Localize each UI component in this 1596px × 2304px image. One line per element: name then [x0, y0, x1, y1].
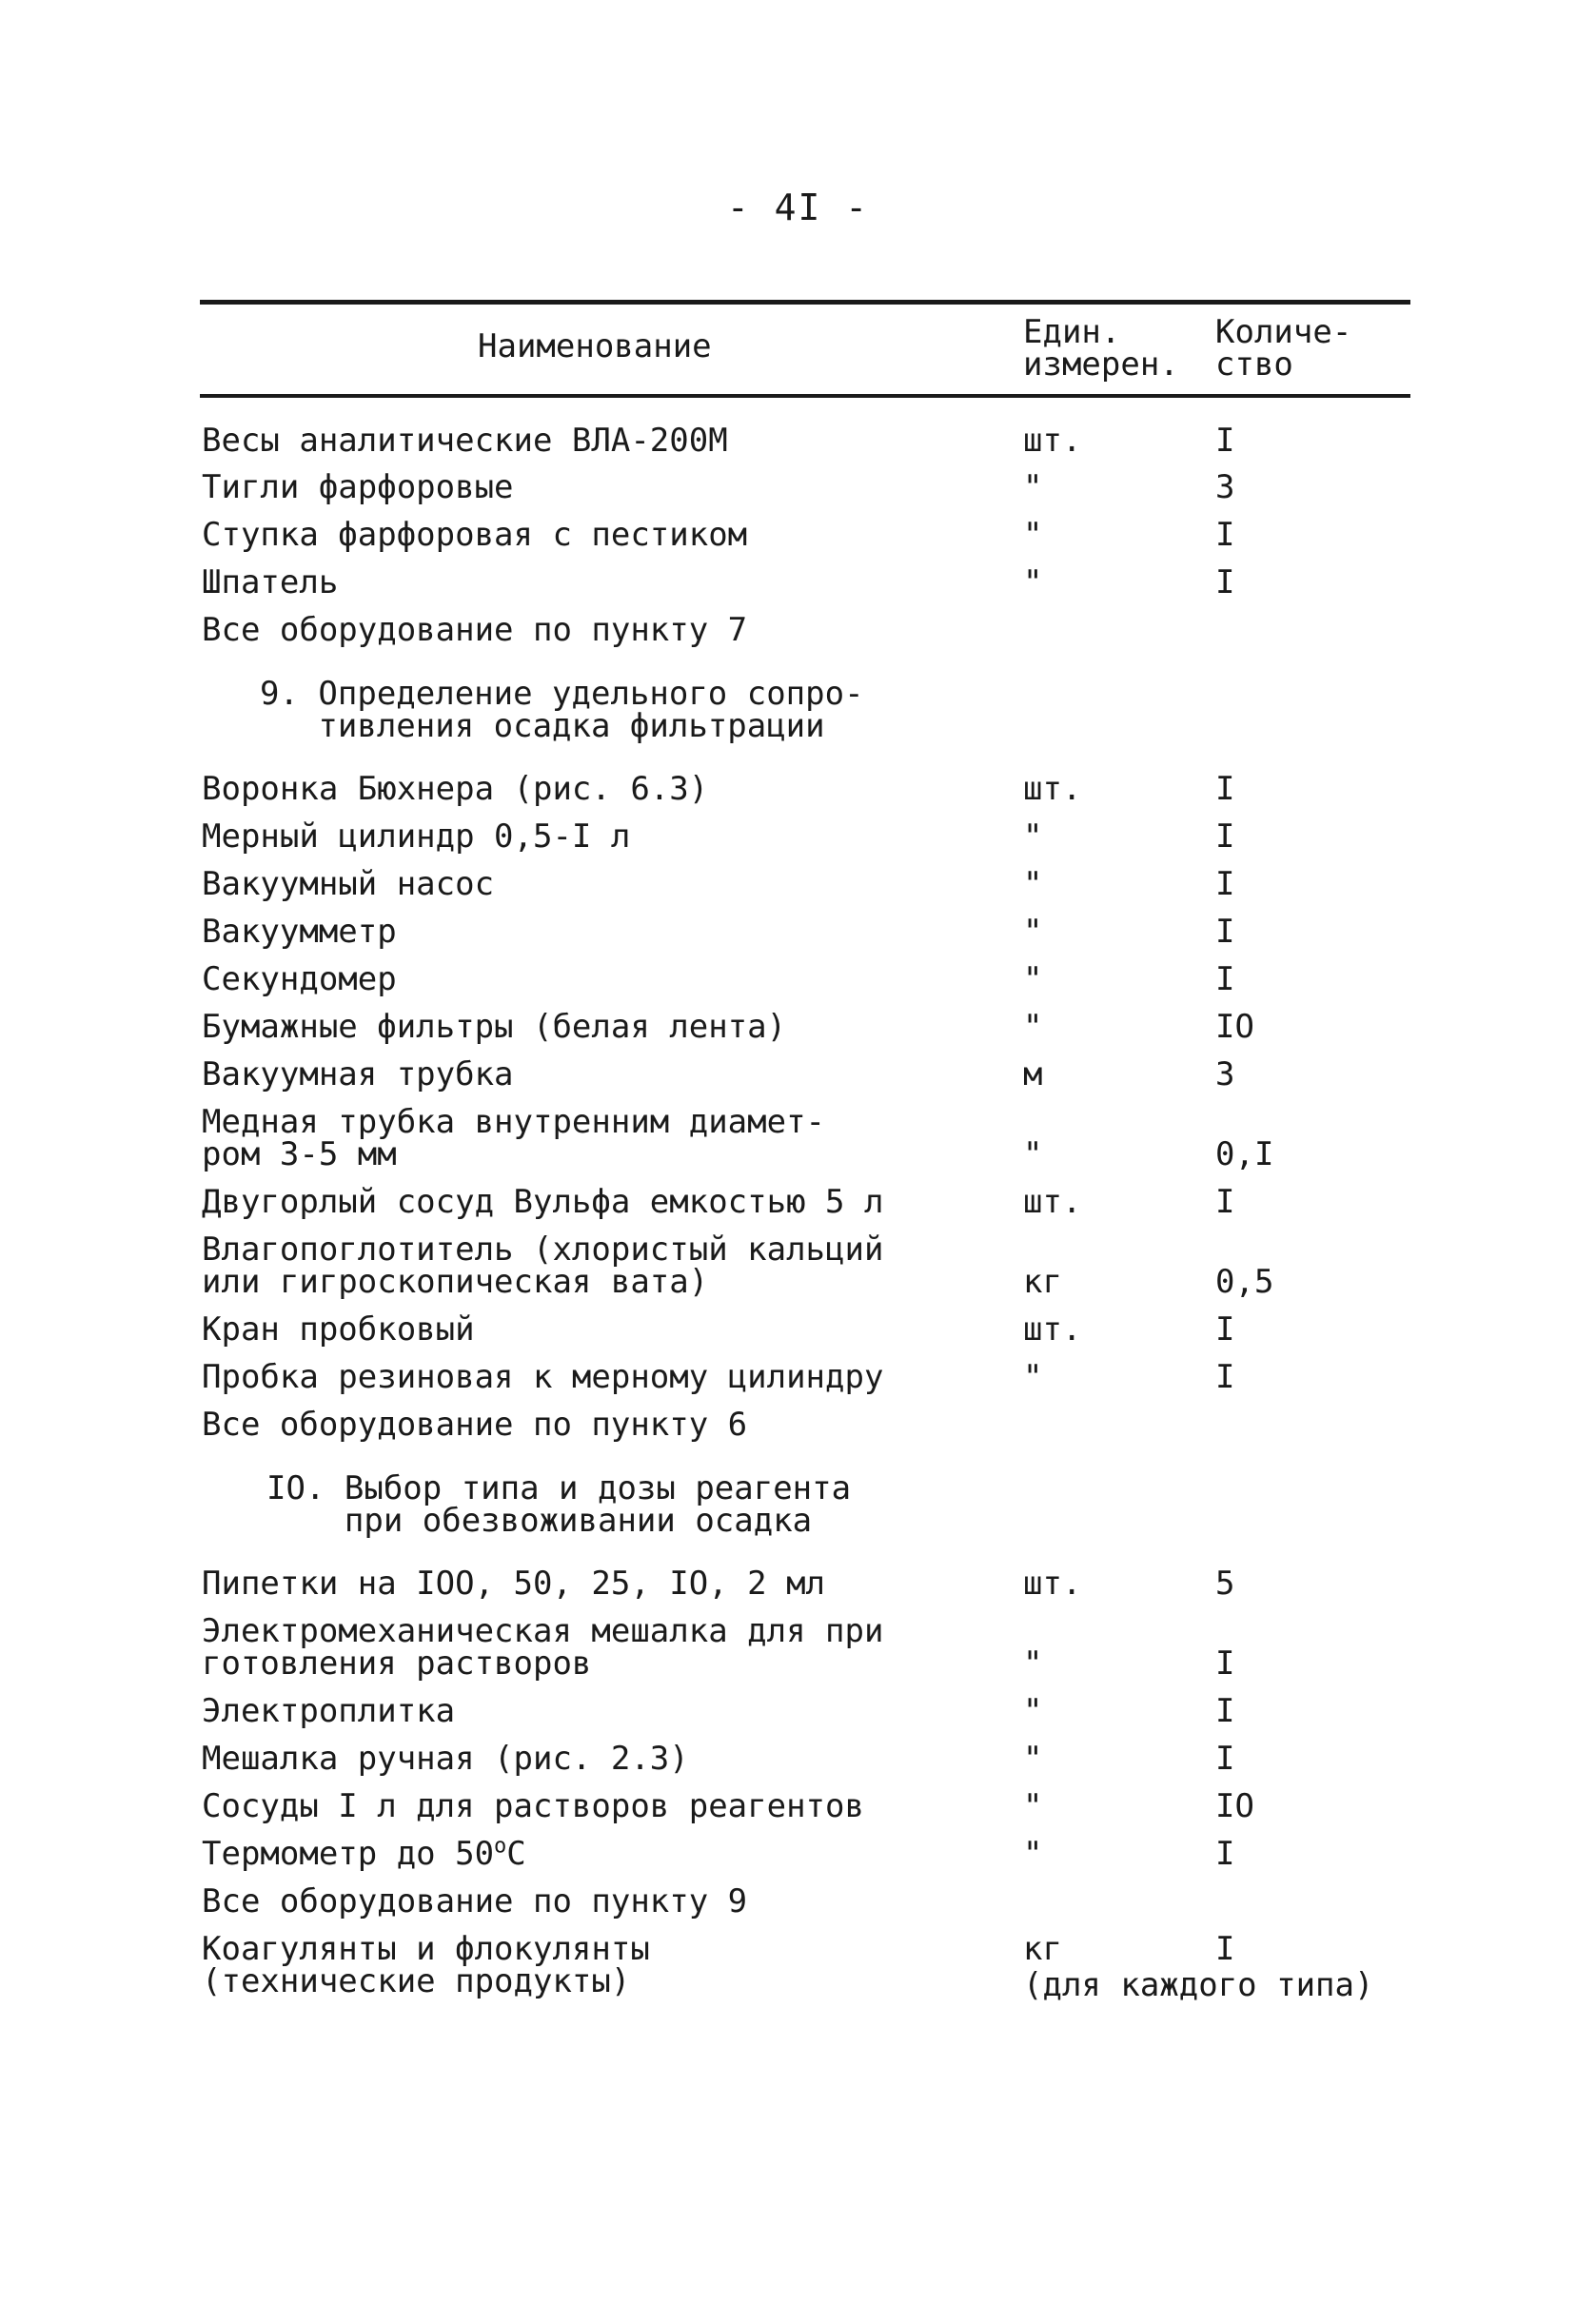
item-qty: 0,5 — [1215, 1263, 1274, 1301]
item-qty: I — [1215, 422, 1235, 460]
item-name: Воронка Бюхнера (рис. 6.3) — [202, 770, 709, 808]
item-qty: I — [1215, 1835, 1235, 1873]
item-name: Мерный цилиндр 0,5-I л — [202, 817, 631, 856]
item-qty: I — [1215, 817, 1235, 856]
item-name: Электромеханическая мешалка для при готовления растворов — [202, 1612, 884, 1683]
item-name: Влагопоглотитель (хлористый кальций или гигроскопическая вата) — [202, 1231, 884, 1301]
item-name: Вакуумметр — [202, 913, 397, 951]
item-unit: " — [1023, 1787, 1043, 1825]
item-name: Все оборудование по пункту 6 — [202, 1406, 748, 1444]
item-unit: " — [1023, 1135, 1043, 1173]
item-qty: 3 — [1215, 468, 1235, 506]
item-unit: кг — [1023, 1930, 1062, 1968]
item-unit: " — [1023, 1740, 1043, 1778]
item-unit: шт. — [1023, 1310, 1082, 1349]
item-unit: " — [1023, 516, 1043, 554]
item-qty: I — [1215, 1358, 1235, 1396]
item-unit: " — [1023, 1008, 1043, 1046]
item-name: Все оборудование по пункту 7 — [202, 611, 748, 649]
item-name: Мешалка ручная (рис. 2.3) — [202, 1740, 689, 1778]
item-qty: I — [1215, 516, 1235, 554]
item-name: Весы аналитические ВЛА-200М — [202, 422, 728, 460]
item-qty: I — [1215, 1183, 1235, 1221]
item-name: Вакуумная трубка — [202, 1055, 514, 1093]
item-qty: I — [1215, 563, 1235, 601]
table-header-rule — [200, 394, 1410, 398]
header-name: Наименование — [478, 327, 712, 365]
degree-sign: о — [494, 1834, 507, 1859]
item-name: Сосуды I л для растворов реагентов — [202, 1787, 864, 1825]
section-title: 9. Определение удельного сопро- тивления осадка фильтрации — [260, 675, 864, 745]
item-qty: I — [1215, 865, 1235, 903]
item-unit: шт. — [1023, 422, 1082, 460]
item-name: Пробка резиновая к мерному цилиндру — [202, 1358, 884, 1396]
item-qty: I — [1215, 913, 1235, 951]
item-qty-note: (для каждого типа) — [1023, 1966, 1374, 2004]
item-qty: I — [1215, 1930, 1235, 1968]
item-unit: " — [1023, 1644, 1043, 1683]
header-qty: Количе- ство — [1215, 313, 1352, 384]
item-qty: I — [1215, 1740, 1235, 1778]
item-qty: IO — [1215, 1008, 1254, 1046]
item-qty: I — [1215, 1644, 1235, 1683]
item-qty: I — [1215, 960, 1235, 998]
item-name: Вакуумный насос — [202, 865, 495, 903]
item-qty: I — [1215, 1310, 1235, 1349]
item-unit: " — [1023, 817, 1043, 856]
item-unit: шт. — [1023, 1565, 1082, 1603]
item-qty: 0,I — [1215, 1135, 1274, 1173]
item-unit: шт. — [1023, 770, 1082, 808]
item-name: Ступка фарфоровая с пестиком — [202, 516, 748, 554]
item-name: Кран пробковый — [202, 1310, 475, 1349]
section-title: IO. Выбор типа и дозы реагента при обезвоживании осадка — [266, 1469, 852, 1540]
item-name: Тигли фарфоровые — [202, 468, 514, 506]
item-qty: 3 — [1215, 1055, 1235, 1093]
item-name: Медная трубка внутренним диамет- ром 3-5 мм — [202, 1103, 826, 1173]
item-name: Электроплитка — [202, 1692, 456, 1730]
page-number: - 4I - — [726, 187, 870, 228]
item-unit: " — [1023, 1692, 1043, 1730]
item-name: Все оборудование по пункту 9 — [202, 1882, 748, 1920]
item-unit: " — [1023, 960, 1043, 998]
item-name: Бумажные фильтры (белая лента) — [202, 1008, 787, 1046]
item-unit: м — [1023, 1055, 1043, 1093]
item-unit: " — [1023, 865, 1043, 903]
item-qty: I — [1215, 1692, 1235, 1730]
item-unit: кг — [1023, 1263, 1062, 1301]
item-unit: " — [1023, 468, 1043, 506]
item-name: Термометр до $50^оС$ — [202, 1834, 526, 1873]
table-top-rule — [200, 300, 1410, 305]
item-name: Двугорлый сосуд Вульфа емкостью 5 л — [202, 1183, 884, 1221]
item-name: Коагулянты и флокулянты (технические продукты) — [202, 1930, 650, 2000]
item-qty: I — [1215, 770, 1235, 808]
item-name: Шпатель — [202, 563, 339, 601]
item-qty: IO — [1215, 1787, 1254, 1825]
item-name: Пипетки на IOO, 50, 25, IO, 2 мл — [202, 1565, 826, 1603]
item-qty: 5 — [1215, 1565, 1235, 1603]
item-name: Секундомер — [202, 960, 397, 998]
header-unit: Един. измерен. — [1023, 313, 1179, 384]
item-unit: шт. — [1023, 1183, 1082, 1221]
item-unit: " — [1023, 1835, 1043, 1873]
item-unit: " — [1023, 563, 1043, 601]
item-unit: " — [1023, 1358, 1043, 1396]
item-unit: " — [1023, 913, 1043, 951]
